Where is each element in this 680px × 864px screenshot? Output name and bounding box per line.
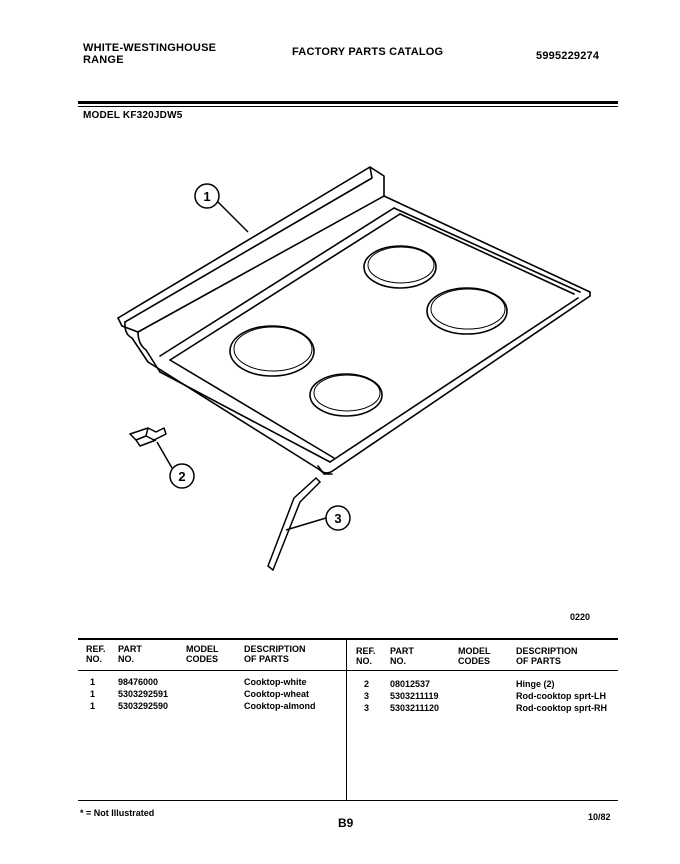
row-description: Cooktop-white <box>244 677 307 687</box>
row-ref: 3 <box>364 691 370 701</box>
svg-text:3: 3 <box>334 511 342 526</box>
support-rod <box>268 478 320 570</box>
header-model-codes-right: MODEL CODES <box>458 646 491 666</box>
svg-text:1: 1 <box>203 189 211 204</box>
row-part-number: 5303292590 <box>118 701 169 711</box>
row-ref: 1 <box>90 689 96 699</box>
revision-date: 10/82 <box>588 812 611 822</box>
header-model-codes: MODEL CODES <box>186 644 219 664</box>
row-description: Rod-cooktop sprt-LH <box>516 691 606 701</box>
callout-2 <box>157 442 194 488</box>
row-description: Hinge (2) <box>516 679 555 689</box>
svg-text:2: 2 <box>178 469 186 484</box>
hinge-part <box>130 428 166 446</box>
catalog-number: 5995229274 <box>536 50 600 62</box>
row-description: Cooktop-almond <box>244 701 316 711</box>
row-ref: 1 <box>90 701 96 711</box>
figure-code: 0220 <box>570 612 591 622</box>
table-top-rule <box>78 638 618 640</box>
row-part-number: 5303211120 <box>390 703 440 713</box>
row-ref: 2 <box>364 679 370 689</box>
header-ref-no: REF. NO. <box>86 644 106 664</box>
row-part-number: 08012537 <box>390 679 431 689</box>
header-ref-no-right: REF. NO. <box>356 646 376 666</box>
row-part-number: 5303211119 <box>390 691 439 701</box>
header-part-no: PART NO. <box>118 644 142 664</box>
row-ref: 1 <box>90 677 96 687</box>
header-description: DESCRIPTION OF PARTS <box>244 644 306 664</box>
row-description: Rod-cooktop sprt-RH <box>516 703 607 713</box>
row-description: Cooktop-wheat <box>244 689 309 699</box>
product-type: RANGE <box>83 54 124 66</box>
model-label: MODEL KF320JDW5 <box>83 110 183 121</box>
page-code: B9 <box>338 816 354 830</box>
table-bottom-rule <box>78 800 618 801</box>
brand-name: WHITE-WESTINGHOUSE <box>83 42 217 54</box>
table-column-divider <box>346 638 347 800</box>
header-part-no-right: PART NO. <box>390 646 414 666</box>
table-header-rule <box>78 670 618 671</box>
catalog-title: FACTORY PARTS CATALOG <box>292 46 444 58</box>
header-description-right: DESCRIPTION OF PARTS <box>516 646 578 666</box>
row-part-number: 5303292591 <box>118 689 169 699</box>
row-part-number: 98476000 <box>118 677 159 687</box>
row-ref: 3 <box>364 703 370 713</box>
footnote: * = Not Illustrated <box>80 808 155 818</box>
